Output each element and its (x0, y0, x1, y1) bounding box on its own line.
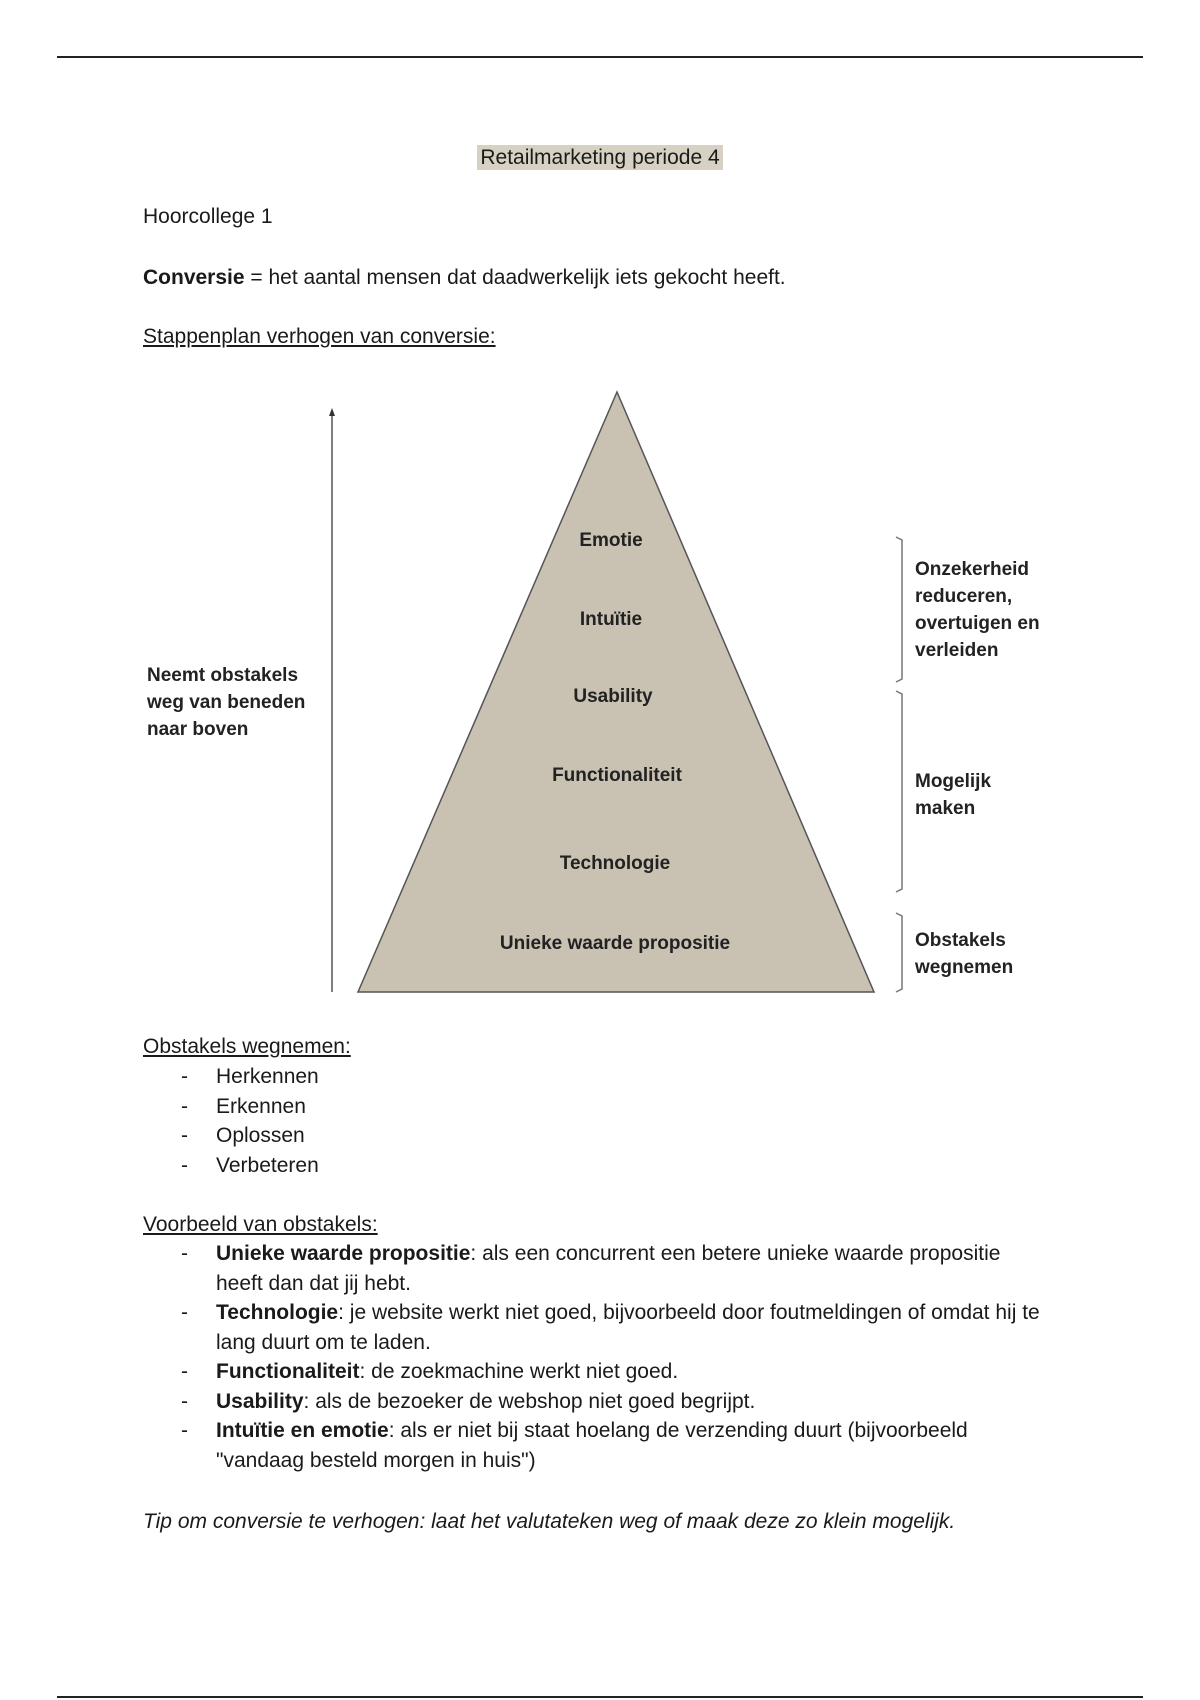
conversion-pyramid-diagram (0, 380, 1200, 1020)
definition-term: Conversie (143, 266, 245, 289)
example-term: Usability (216, 1389, 304, 1413)
steps-heading: Stappenplan verhogen van conversie: (143, 325, 496, 348)
bracket-bottom (896, 913, 902, 992)
lecture-heading: Hoorcollege 1 (143, 205, 273, 228)
bracket-top (896, 537, 902, 682)
left-label-line-2: weg van beneden (147, 692, 306, 713)
left-label-line-1: Neemt obstakels (147, 665, 299, 686)
bracket-top-line-1: Onzekerheid (915, 559, 1030, 580)
obstacles-heading: Obstakels wegnemen: (143, 1035, 351, 1058)
list-item (143, 1387, 1046, 1417)
pyramid-level-unieke-waarde-propositie: Unieke waarde propositie (499, 933, 731, 954)
bracket-bottom-line-1: Obstakels (915, 930, 1006, 951)
obstacles-list (143, 1062, 319, 1180)
definition (143, 263, 786, 292)
list-item (143, 1239, 1046, 1298)
example-text: : als er niet bij staat hoelang de verzending duurt (bijvoorbeeld "vandaag besteld morgen in huis") (216, 1419, 968, 1472)
pyramid-level-functionaliteit: Functionaliteit (552, 765, 682, 786)
example-text: : de zoekmachine werkt niet goed. (359, 1360, 679, 1383)
list-item: - Verbeteren (143, 1151, 319, 1181)
footer-rule (57, 1696, 1143, 1698)
example-text: : je website werkt niet goed, bijvoorbeeld door foutmeldingen of omdat hij te lang duurt om te laden. (216, 1301, 1040, 1354)
bracket-middle-line-2: maken (915, 798, 976, 819)
example-text: : als de bezoeker de webshop niet goed begrijpt. (303, 1389, 756, 1413)
left-label-line-3: naar boven (147, 719, 249, 740)
header-rule (57, 56, 1143, 58)
example-term: Functionaliteit (216, 1360, 360, 1383)
example-term: Technologie (216, 1301, 339, 1324)
example-term: Intuïtie en emotie (216, 1419, 389, 1442)
arrow-up-icon (329, 408, 335, 416)
example-term: Unieke waarde propositie (216, 1242, 471, 1265)
bracket-top-line-2: reduceren, (915, 586, 1013, 607)
pyramid-level-technologie: Technologie (559, 853, 671, 874)
page-title: Retailmarketing periode 4 (0, 143, 1200, 172)
pyramid-level-emotie: Emotie (579, 530, 643, 551)
list-item (143, 1416, 1046, 1475)
examples-list (143, 1239, 1046, 1475)
tip-text: Tip om conversie te verhogen: laat het valutateken weg of maak deze zo klein mogelijk. (143, 1510, 956, 1533)
list-item: - Herkennen (143, 1062, 319, 1092)
list-item (143, 1298, 1046, 1357)
bracket-middle-line-1: Mogelijk (915, 771, 992, 792)
list-item: - Erkennen (143, 1092, 319, 1122)
bracket-bottom-line-2: wegnemen (915, 957, 1014, 978)
bracket-middle (896, 691, 902, 892)
examples-heading: Voorbeeld van obstakels: (143, 1213, 378, 1236)
pyramid-level-usability: Usability (573, 686, 653, 707)
bracket-top-line-4: verleiden (915, 640, 999, 661)
definition-text: = het aantal mensen dat daadwerkelijk iets gekocht heeft. (244, 266, 786, 289)
example-text: : als een concurrent een betere unieke waarde propositie heeft dan dat jij hebt. (216, 1242, 1001, 1295)
list-item: - Oplossen (143, 1121, 319, 1151)
list-item (143, 1357, 1046, 1387)
bracket-top-line-3: overtuigen en (915, 613, 1040, 634)
pyramid-level-intuitie: Intuïtie (579, 609, 643, 630)
